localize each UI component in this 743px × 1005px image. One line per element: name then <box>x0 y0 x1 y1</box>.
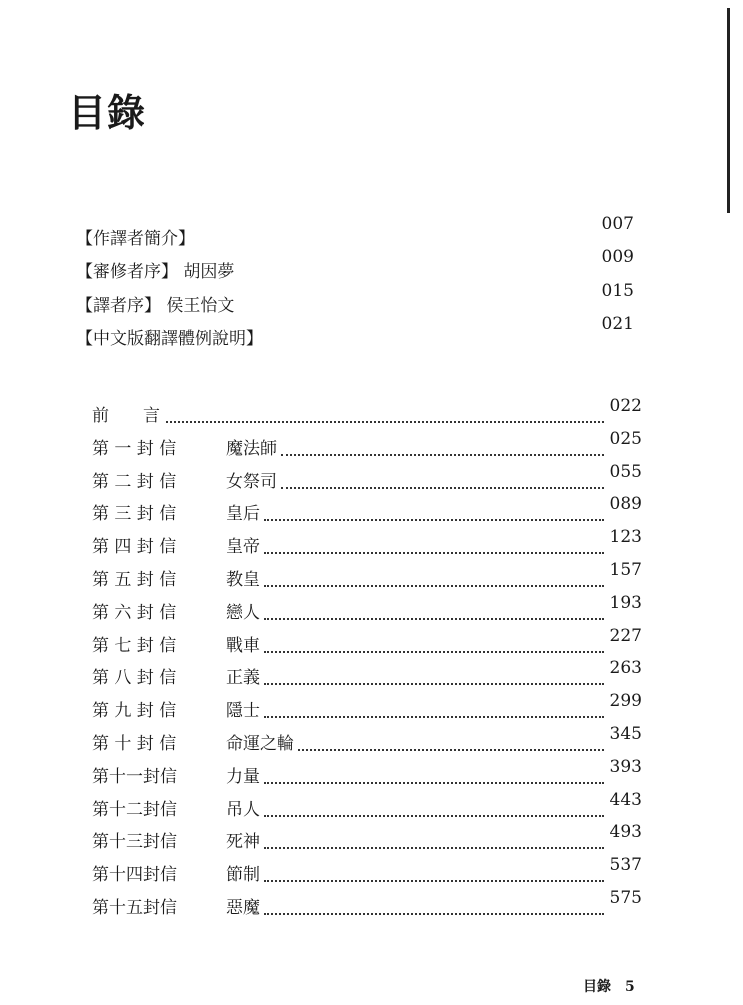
toc-entry-page: 227 <box>609 625 642 646</box>
page-title: 目錄 <box>68 90 147 135</box>
toc-entry <box>92 392 650 425</box>
toc-entry-label: 第 五 封 信 <box>92 569 177 590</box>
toc-entry-label: 第 十 封 信 <box>92 733 177 754</box>
toc-entry-page: 575 <box>609 887 642 908</box>
toc-entry-title: 戰車 <box>226 631 262 656</box>
toc-entry-page: 055 <box>609 461 642 482</box>
dot-leader <box>264 795 604 817</box>
dot-leader <box>264 663 604 685</box>
toc-entry-page: 493 <box>609 822 642 843</box>
toc-entry-label: 第 七 封 信 <box>92 635 177 656</box>
front-matter-item <box>76 314 642 350</box>
toc-entry-title: 皇帝 <box>226 532 262 557</box>
toc-entry <box>92 884 650 917</box>
toc-entry <box>92 786 650 819</box>
front-matter-item <box>76 247 642 283</box>
footer-running-title: 目錄 <box>583 979 611 995</box>
toc-entry-label: 第 四 封 信 <box>92 537 177 558</box>
front-matter-item <box>76 214 642 247</box>
toc-entry <box>92 622 650 655</box>
toc-list <box>92 392 650 917</box>
dot-leader <box>264 532 604 554</box>
dot-leader <box>166 401 604 423</box>
dot-leader <box>281 467 604 489</box>
page-footer <box>583 976 635 996</box>
dot-leader <box>264 860 604 882</box>
toc-entry <box>92 556 650 589</box>
toc-entry <box>92 753 650 786</box>
toc-entry-title: 隱士 <box>226 696 262 721</box>
dot-leader <box>264 499 604 521</box>
toc-entry-label: 第十一封信 <box>92 766 177 787</box>
dot-leader <box>264 762 604 784</box>
toc-entry <box>92 589 650 622</box>
toc-entry-title: 皇后 <box>226 499 262 524</box>
front-matter-label: 【譯者序】 侯王怡文 <box>76 295 235 316</box>
toc-entry-page: 299 <box>609 691 642 712</box>
toc-entry-title: 女祭司 <box>226 467 279 492</box>
toc-entry-label: 第 二 封 信 <box>92 471 177 492</box>
toc-entry-title: 命運之輪 <box>226 729 296 754</box>
toc-entry-page: 393 <box>609 756 642 777</box>
toc-entry-page: 089 <box>609 494 642 515</box>
toc-entry-page: 157 <box>609 559 642 580</box>
toc-entry-page: 193 <box>609 592 642 613</box>
toc-entry-page: 443 <box>609 789 642 810</box>
toc-entry-title: 教皇 <box>226 565 262 590</box>
toc-entry <box>92 523 650 556</box>
front-matter-page: 009 <box>601 247 634 268</box>
toc-entry <box>92 490 650 523</box>
toc-entry-label: 第 一 封 信 <box>92 438 177 459</box>
toc-entry-title: 戀人 <box>226 598 262 623</box>
dot-leader <box>298 729 604 751</box>
toc-entry <box>92 425 650 458</box>
toc-entry-page: 022 <box>609 396 642 416</box>
dot-leader <box>264 598 604 620</box>
toc-entry-title: 節制 <box>226 860 262 885</box>
front-matter-page: 021 <box>601 314 634 335</box>
toc-entry-label: 第 六 封 信 <box>92 602 177 623</box>
dot-leader <box>281 434 604 456</box>
toc-entry-label: 前 言 <box>92 406 160 426</box>
toc-entry-title: 惡魔 <box>226 893 262 918</box>
dot-leader <box>264 893 604 915</box>
toc-entry-title: 吊人 <box>226 795 262 820</box>
front-matter-label: 【中文版翻譯體例說明】 <box>76 329 263 350</box>
toc-entry <box>92 687 650 720</box>
page-edge-bar <box>727 8 730 213</box>
toc-entry-label: 第十二封信 <box>92 799 177 820</box>
toc-entry-title: 死神 <box>226 827 262 852</box>
toc-entry-label: 第十五封信 <box>92 897 177 918</box>
front-matter-label: 【作譯者簡介】 <box>76 229 195 249</box>
front-matter-label: 【審修者序】 胡因夢 <box>76 262 235 283</box>
toc-entry-label: 第十四封信 <box>92 865 177 886</box>
dot-leader <box>264 631 604 653</box>
toc-entry-label: 第十三封信 <box>92 832 177 853</box>
toc-entry-title: 力量 <box>226 762 262 787</box>
toc-entry-label: 第 三 封 信 <box>92 504 177 525</box>
toc-entry <box>92 720 650 753</box>
toc-entry-title: 正義 <box>226 663 262 688</box>
toc-entry-title: 魔法師 <box>226 434 279 459</box>
toc-entry-page: 025 <box>609 428 642 449</box>
toc-entry <box>92 654 650 687</box>
front-matter-list <box>76 214 642 348</box>
dot-leader <box>264 827 604 849</box>
toc-entry <box>92 851 650 884</box>
toc-entry-label: 第 八 封 信 <box>92 668 177 689</box>
dot-leader <box>264 565 604 587</box>
front-matter-page: 015 <box>601 280 634 301</box>
toc-entry-page: 123 <box>609 527 642 548</box>
toc-entry-page: 537 <box>609 855 642 876</box>
toc-entry-page: 263 <box>609 658 642 679</box>
page-number: 5 <box>625 979 635 995</box>
dot-leader <box>264 696 604 718</box>
toc-entry <box>92 818 650 851</box>
front-matter-item <box>76 281 642 314</box>
toc-entry <box>92 458 650 491</box>
toc-entry-page: 345 <box>609 723 642 744</box>
toc-entry-label: 第 九 封 信 <box>92 701 177 722</box>
front-matter-page: 007 <box>601 214 634 234</box>
